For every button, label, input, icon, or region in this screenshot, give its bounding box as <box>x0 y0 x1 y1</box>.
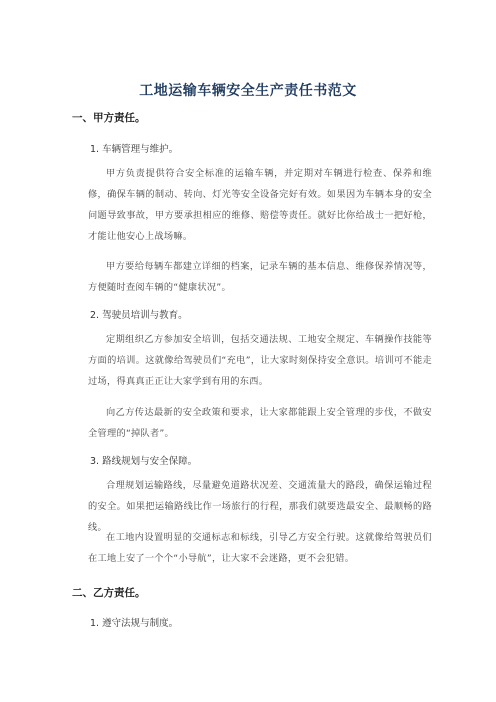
section-heading-party-a: 一、甲方责任。 <box>72 112 146 124</box>
paragraph-vehicle-maintenance: 甲方负责提供符合安全标准的运输车辆，并定期对车辆进行检查、保养和维修，确保车辆的制动、转向、灯光等安全设备完好有效。如果因为车辆本身的安全问题导致事故，甲方要承担相应的维修、赔偿等责任。就好比你给战士一把好枪，才能让他安心上战场嘛。 <box>88 168 432 242</box>
section-heading-party-b: 二、乙方责任。 <box>72 587 146 599</box>
paragraph-safety-policy: 向乙方传达最新的安全政策和要求，让大家都能跟上安全管理的步伐，不做安全管理的“掉队者”。 <box>88 407 432 439</box>
document-title: 工地运输车辆安全生产责任书范文 <box>139 83 357 99</box>
item-heading-vehicle-management: 1. 车辆管理与维护。 <box>90 144 179 155</box>
paragraph-traffic-signs: 在工地内设置明显的交通标志和标线，引导乙方安全行驶。这就像给驾驶员们在工地上安了一个个“小导航”，让大家不会迷路，更不会犯错。 <box>88 532 432 564</box>
item-heading-route-planning: 3. 路线规划与安全保障。 <box>90 456 198 467</box>
item-heading-compliance: 1. 遵守法规与制度。 <box>90 618 179 629</box>
paragraph-route-planning: 合理规划运输路线，尽量避免道路状况差、交通流量大的路段，确保运输过程的安全。如果把运输路线比作一场旅行的行程，那我们就要选最安全、最顺畅的路线。 <box>88 480 432 533</box>
paragraph-safety-training: 定期组织乙方参加安全培训，包括交通法规、工地安全规定、车辆操作技能等方面的培训。这就像给驾驶员们“充电”，让大家时刻保持安全意识。培训可不能走过场，得真真正正让大家学到有用的东西。 <box>88 334 432 387</box>
item-heading-driver-training: 2. 驾驶员培训与教育。 <box>90 310 188 321</box>
paragraph-vehicle-records: 甲方要给每辆车都建立详细的档案，记录车辆的基本信息、维修保养情况等，方便随时查阅车辆的“健康状况”。 <box>88 261 432 293</box>
